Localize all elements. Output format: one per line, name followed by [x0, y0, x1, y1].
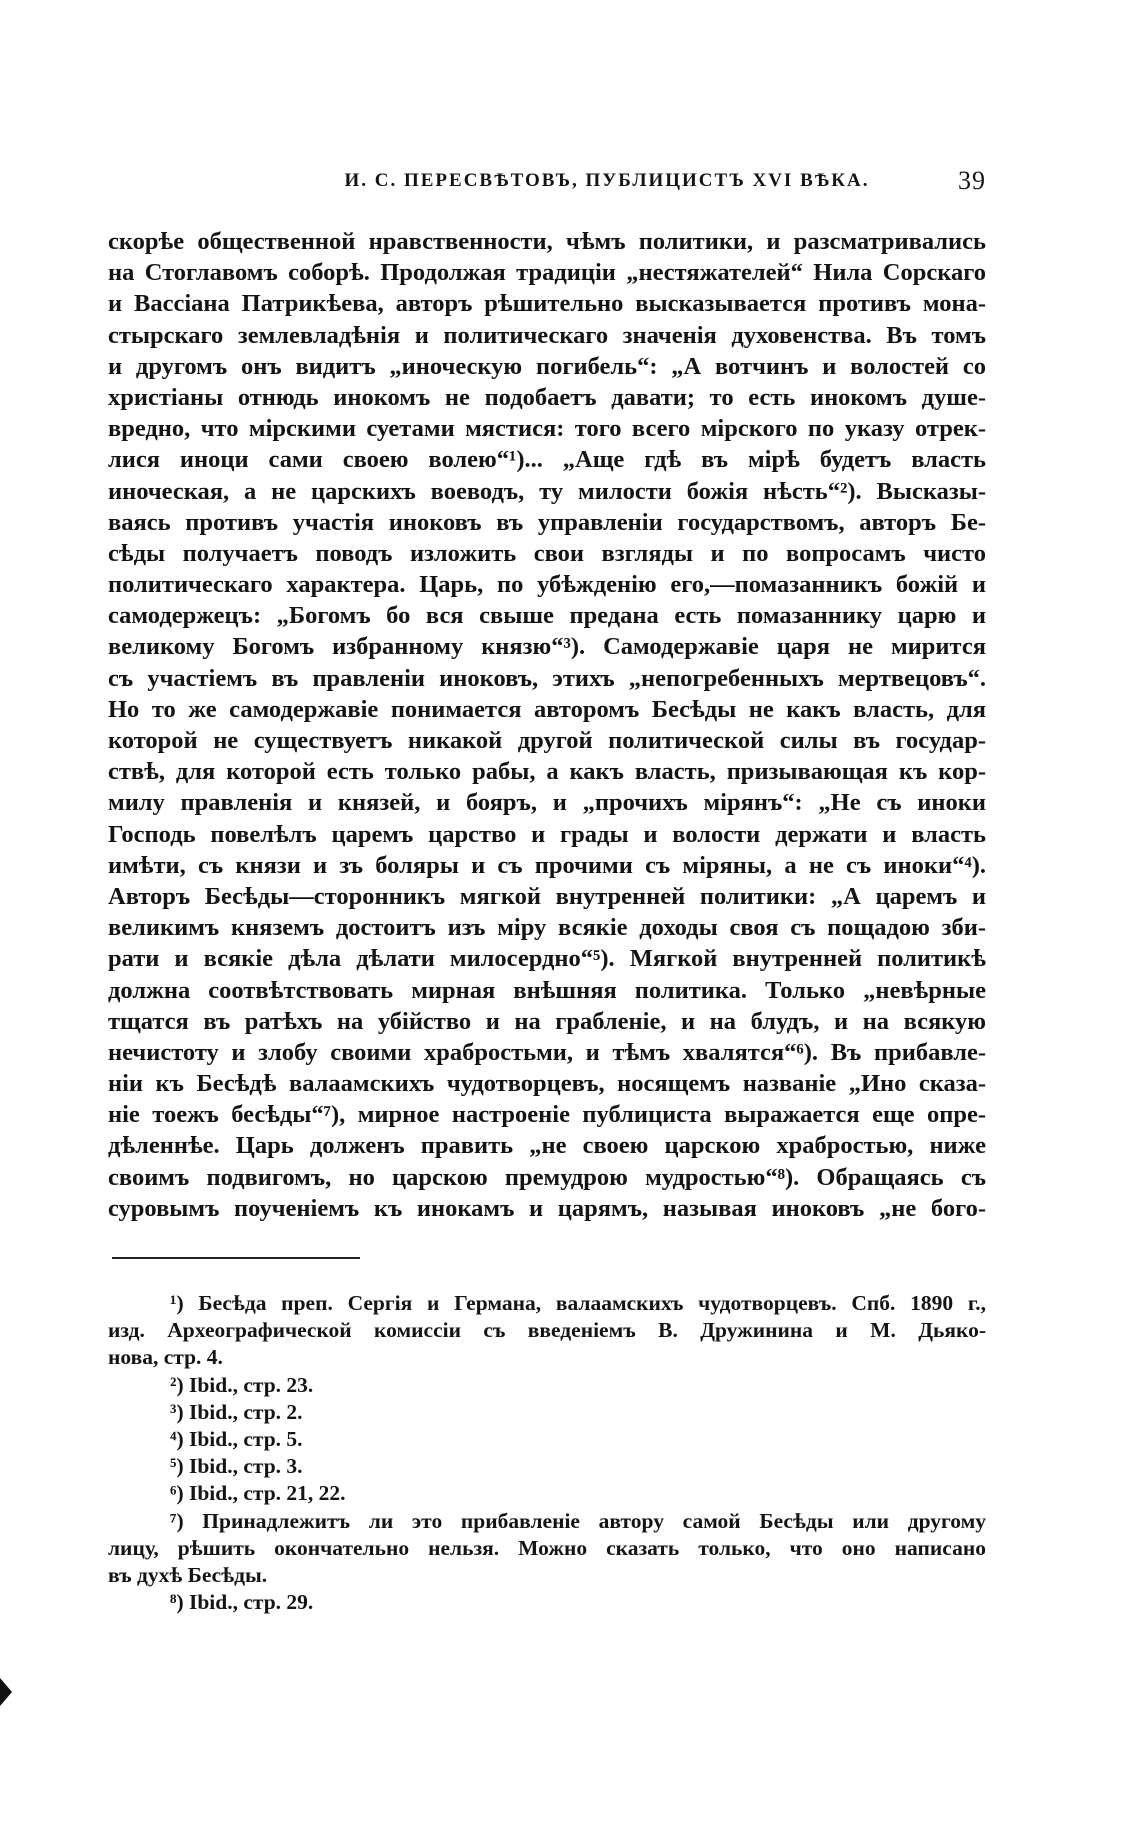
text-line: на Стоглавомъ соборѣ. Продолжая традиціи „нестяжателей“ Нила Сорскаго — [108, 259, 986, 287]
text-line: самодержецъ: „Богомъ бо вся свыше предана есть помазаннику царю и — [108, 602, 986, 630]
footnote-line: лицу, рѣшить окончательно нельзя. Можно сказать только, что оно написано — [108, 1535, 986, 1560]
text-line: стырскаго землевладѣнія и политическаго значенія духовенства. Въ томъ — [108, 321, 986, 349]
text-line: великому Богомъ избранному князю“³). Самодержавіе царя не мирится — [108, 633, 986, 661]
text-line: суровымъ поученіемъ къ инокамъ и царямъ, называя иноковъ „не бого- — [108, 1194, 986, 1222]
text-line: Господь повелѣлъ царемъ царство и грады и волости держати и власть — [108, 820, 986, 848]
text-line: тщатся въ ратѣхъ на убійство и на грабленіе, и на блудъ, и на всякую — [108, 1007, 986, 1035]
page-number: 39 — [958, 166, 986, 195]
text-line: рати и всякіе дѣла дѣлати милосердно“⁵). Мягкой внутренней политикѣ — [108, 945, 986, 973]
running-head — [108, 166, 986, 202]
text-line: и другомъ онъ видитъ „иноческую погибель“: „А вотчинъ и волостей со — [108, 352, 986, 380]
footnote-line: ⁵) Ibid., стр. 3. — [170, 1454, 303, 1479]
footnote-line: ⁴) Ibid., стр. 5. — [170, 1426, 303, 1451]
text-line: ніи къ Бесѣдѣ валаамскихъ чудотворцевъ, носящемъ названіе „Ино сказа- — [108, 1070, 986, 1098]
footnote-line: ⁶) Ibid., стр. 21, 22. — [170, 1481, 346, 1506]
text-line: и Вассіана Патрикѣева, авторъ рѣшительно высказывается противъ мона- — [108, 290, 986, 318]
main-text — [108, 226, 986, 1224]
text-line: своимъ подвигомъ, но царскою премудрою мудростью“⁸). Обращаясь съ — [108, 1163, 986, 1191]
text-line: дѣленнѣе. Царь долженъ править „не своею царскою храбростью, ниже — [108, 1132, 986, 1160]
footnote-divider — [112, 1257, 360, 1259]
text-line: скорѣе общественной нравственности, чѣмъ политики, и разсматривались — [108, 228, 986, 255]
text-line: великимъ княземъ достоитъ изъ міру всякіе доходы своя съ пощадою зби- — [108, 914, 986, 942]
footnote-line: изд. Археографической комиссіи съ введеніемъ В. Дружинина и М. Дьяко- — [108, 1318, 986, 1343]
text-line: нечистоту и злобу своими храбростьми, и тѣмъ хвалятся“⁶). Въ прибавле- — [108, 1038, 986, 1066]
footnote-line: ⁸) Ibid., стр. 29. — [170, 1590, 314, 1615]
text-line: ніе тоежъ бесѣды“⁷), мирное настроеніе публициста выражается еще опре- — [108, 1101, 986, 1129]
text-line: вредно, что мірскими суетами мястися: того всего мірского по указу отрек- — [108, 415, 986, 443]
text-line: должна соотвѣтствовать мирная внѣшняя политика. Только „невѣрные — [108, 976, 986, 1004]
text-line: иноческая, а не царскихъ воеводъ, ту милости божія нѣсть“²). Высказы- — [108, 477, 986, 505]
text-line: политическаго характера. Царь, по убѣжденію его,—помазанникъ божій и — [108, 571, 986, 599]
footnote-line: ⁷) Принадлежитъ ли это прибавленіе автору самой Бесѣды или другому — [170, 1508, 986, 1533]
text-line: Но то же самодержавіе понимается авторомъ Бесѣды не какъ власть, для — [108, 695, 986, 723]
footnote-line: нова, стр. 4. — [108, 1345, 223, 1370]
text-line: ваясь противъ участія иноковъ въ управленіи государствомъ, авторъ Бе- — [108, 508, 986, 536]
footnote-line: ¹) Бесѣда преп. Сергія и Германа, валаамскихъ чудотворцевъ. Спб. 1890 г., — [170, 1291, 986, 1315]
text-line: съ участіемъ въ правленіи иноковъ, этихъ „непогребенныхъ мертвецовъ“. — [108, 664, 986, 692]
text-line: милу правленія и князей, и бояръ, и „прочихъ мірянъ“: „Не съ иноки — [108, 789, 986, 817]
footnote-line: ²) Ibid., стр. 23. — [170, 1372, 314, 1397]
running-title: И. С. ПЕРЕСВѢТОВЪ, ПУБЛИЦИСТЪ XVI ВѢКА. — [344, 170, 870, 191]
text-line: лися иноци сами своею волею“¹)... „Аще гдѣ въ мірѣ будетъ власть — [108, 446, 986, 474]
footnotes — [108, 1290, 986, 1616]
text-line: христіаны отнюдь инокомъ не подобаетъ давати; то есть инокомъ душе- — [108, 383, 986, 411]
text-line: ствѣ, для которой есть только рабы, а какъ власть, призывающая къ кор- — [108, 758, 986, 786]
text-line: которой не существуетъ никакой другой политической силы въ государ- — [108, 727, 986, 754]
footnote-line: ³) Ibid., стр. 2. — [170, 1399, 303, 1424]
text-line: Авторъ Бесѣды—сторонникъ мягкой внутренней политики: „А царемъ и — [108, 882, 986, 910]
text-line: имѣти, съ князи и зъ боляры и съ прочими съ міряны, а не съ иноки“⁴). — [108, 851, 986, 879]
text-line: сѣды получаетъ поводъ изложить свои взгляды и по вопросамъ чисто — [108, 539, 986, 567]
footnote-line: въ духѣ Бесѣды. — [108, 1562, 268, 1587]
scan-edge-marker — [0, 1678, 12, 1706]
